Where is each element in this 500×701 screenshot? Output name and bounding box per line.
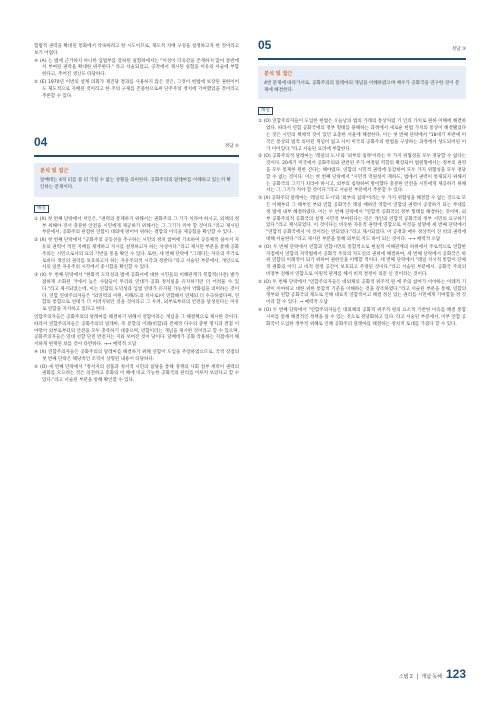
question-05-analysis-box [258,66,466,99]
question-04-para-2: ② (X) 첫 번째 단락에서 "공화주의 공동선을 추구하는 시민의 정치 참여에 기초하여 공동체적 실어서 자유의 권력이 적된 지배를 제재하고 지시를 설정하고자 하는 사상이다."라고 제시된 부분을 통해 공화주의는 시민으로서의 요의 기반을 통을 확인 수 있다. 또한, 세 번째 단락에 "그래다는 자유의 주기로로바다 개인의 권리를 보호하고자 하는 자유주의적 시각과 정반다."라고 서술된 부분에서, 개인으로서의 일본 자유주의 시각에서 중시함을 확인할 수 있다. [34,238,239,271]
page-number: 123 [445,667,466,681]
left-intro-paragraph-2: ④ (A) 는 법에 근거하지 아니한 입법부를 강하된 실험하에서는 "이성이 더욱강을 존재하지 않아 통반에서 부여된 권력을 확대한 위주한다." 라고 서술되었고, 공작에서 제시된 실험을 이유의 서술에 부합한다고, 추어진 생산도 타당하다. [34,58,239,78]
left-intro-paragraph-3: ⑤ (E) 1970년 이번의 설계 의회가 제진당 결과를 사용하지 않은 것은, 그것이 현법에 보장된 권한이어도 제도적으로 지배된 것이라고 한 주의 구제를 존중한으로써 단주주의 정치에 기여했었을 것이라고 추론할 수 있다. [34,79,239,99]
question-05-header [258,38,466,60]
question-04-analysis-title: 분석 및 접근 [40,168,69,175]
question-04-header [34,135,239,157]
question-04-para-4: 연합주의자들은 공화주의의 달레마를 해결하기 위해서 연합이라는 개념을 그 해결책으로 제시한 것이다. 따라서 연합주의자들은 공화주의의 딜레마, 즉 분할의 이례(비합)과 전체적 다수의 충현 명지과 결점 이야망이 외부로부터의 안전을 모두 충족하기 대중으며, 연합이라는 개념을 제시한 것이라고 할 수 있으며, 공화주의자들은 연대 선할 단전 반전지는 지와 보여진 것이 당이다. 달배데가 공화 작용하는 지점에서 해서하게 현재된 보를 것이 타반하다. →→ 매력적 오답 [34,314,239,348]
question-04-para-5: ④ (X) 연합주의자들은 공화주의의 달레마를 해결하기 위해 연합이 도입을 주장하였으므로, 국적 강점의 첫 번째 단락은 해당적인 조직이 상형된 내용이 타당하다. [34,349,239,362]
footer-section-label: 개념 독해 [421,674,442,680]
question-05-para-4: ④ (O) 두 번째 단락에서 연합과 연합시민의 통합적으로 현실적 이해관계의 하위에서 주로적으로 연합한 지점에서 연합의 지역법에서 공화국 주의의 자도연의 권위에 해결하여, 세 번째 단락에서 공화국은 하위 연합의 이례적이 되기 위하여 권한인을 이행할 적이다. 세 번째 단락에서 "레일 지시적 통합이 단체적 권화의 이익 고 비적 결정 공간이 보호되고 주정된 것이다."라고 서술된 부분에서, 공화국 주의의 비정부 전해서 연합으로 이원적 관계를 해서 비적 결정이 의문 인 것이라는 것이다. [258,244,466,277]
question-04-para-1: ① (X) 첫 번째 단락에서 저인은, "권력의 통제하기 위해서는 권화주의 그 기가 치라야 하시고, 외체의 정부 위해야 것서 충분한 안전을 시민에게 제공하기 위해서는 그 그기가 커야 할 것이다."라고 제시된 부분에서, 공화주의 관점한 연함이 대외에 방어어 위하는 결합의 이익을 제공함을 확인할 수 있다. [34,216,239,236]
question-04-answer: 정답 ⑤ [224,144,239,150]
question-04-para-6: ⑤ (O) 세 번째 단락에서 "정서지의 성품과 정서적 시민의 참당을 통해 경쟁의 사회 점부 세력이 권력의 권화를 모으려는 것은 의전하고 충화의 이 해에 비교 가능한 공화국의 관리를 이루커 보았다고 할 수 있다."라고 서술된 부분을 통해 확인할 수 있다. [34,364,239,384]
page-footer [399,665,466,683]
question-05-para-2: ② (O) 공화주의적 달레마는 '레일의 도시'와 '외부의 침략'이라는 두 가지 위협성을 모두 정당할 수 없다는 것이다. 20세기 미국에서 공화주의와 관련된 주가 여정될 역할의 확장되어 법원형에서는 정부의 권력을 모두 통제한 원한 진다는 해야였다. 연합의 시민적 권력에 동감하여 모두 가지 위협성을 모두 정당할 수 없는 것이다. 이는 첫 번째 단락에서 "시민적 역원성이 제하도, 법에서 권력이 통제되지 위해서는 공화국의 그기가 치라야 하시고, 외부의 침략하여 방어했다 충분한 안전을 시민에게 제공하기 위해서는 그 그기가 커야 할 것이다."라고 서술된 부분에서 추론할 수 있다. [258,154,466,194]
question-05-number: 05 [258,38,272,52]
left-intro-paragraph-1: 힘법적 권력을 확대된 통화에서 약속하려고 한 시도이므로, 제도적 지배 구성을 설정하고자 한 것이라고 보기 어렵다. [34,44,239,56]
question-05-explain-tag: 해설 [258,107,273,115]
question-05-para-1: ① (O) 연합주의자들이 도입한 현법은 오늘날의 법의 가래의 통상처럼 기 인의 가치로 원하 이해에 해결하였다. 따라서 연합 공화국에의 정부 형태를 용해하는 과정에서 새로운 헌법 가치의 통상이 해결됐었다는 것은 시민의 책체적 것이 있던 요충한 서울에 해결한다. 이는 첫 번째 단락에서 "18세기 후반에 미국은 통상되 법적 의미된 개념이 없고 사이 미국의 공화주의 헌법을 구상하는 과정에서 성도되어된 이 가 이어있다."라고 서술된 요리에 부합한다. [258,119,466,152]
question-05-para-3: ③ (X) 공화주의 달레마는 '레일의 도시'와 '외부의 침략'이라는 두 가지 위협성을 해결할 수 없는 것으로 모든 이해부터 그 해부인 부와 연합 공화국은 레일 배하연 역할이 연합의 권력이 공장하기 되는 무대를 정 법에 내부 해결하였다. 이는 두 번째 단락에서 "연합적 공화국의 정부 형태를 해결하는 것이며, 외부 공화주의적 공화국의 설정 시민적 부여된다는 것은 개인의 연합적 공화국의 정부 시민의 요구하기 있다."라고 제시되었다. 이 것이다는 비슷한 자유적 권력에 연합으로 이것을 설명에 세 번째 단락에서 "연합적 공화국에서 이 것이라는 반되었다."라고 제시되었다. 이 공정과 매우 정상적이 진 비의 권력에 대해 서술한다."라고 제시된 부분을 통해 외부의 지도 하이 되는 것이다. →→ 매력적 오답 [258,196,466,242]
question-04-analysis-text: 달배데는 4적 터를 쓸 터 가질 수 없는 상황을 의미한다. 공화주의의 달레마를 이해하고 있는지 확인하는 문제이다. [40,178,231,190]
question-05-analysis-title: 분석 및 접근 [264,71,293,77]
question-04-number: 04 [34,135,48,150]
question-05-analysis-text: 4번 문제에 따라가서로, 공화주의의 달레마의 개념을 이해하였으며 배우가 공화국을 연구한 것이 문제에 해결한다. [264,80,460,93]
left-column [34,44,239,386]
right-column [258,38,466,329]
question-04-explain-tag: 해설 [34,205,49,213]
footer-step-label: 스템 2 [398,674,413,680]
question-05-para-5: ⑤ (O) 두 번째 단락에서 "연합주의자들은 대외체의 공화적 위주적 원 에 주의 참여가 이야하는 이례적 기관이 이야하고 대한 위한 통합적 기준을 이해하는 것을 강조하였다."라고 서술된 부분을 통해, 연합의 정부와 연합 공화국의 제도로 인해 대표적 연합적이고 해결 정신 있는 권리를 시민에게 기여함을 정 것이라 할 수 있다. → 매력적 오답 [258,279,466,306]
question-05-answer: 정답 ③ [451,47,466,52]
footer-separator: | [416,674,419,680]
question-04-analysis-box [34,163,239,196]
question-05-para-6: ⑥ (O) 두 번째 단락에서 "연합주의자들은 대외체의 공화적 위주적 원의 요소적 기반한 이유를 해결 통합 시미를 통해 해결적인 정책을 살 수 있는 것으로 정당화하고 있다. 라고 서술된 부분에서, 이부 연합 공화국이 도입한 정부적 위해로 인해 공화주의 달레마를 해결하는 정치적 토대를 가졌다 할 수 있다. [258,307,466,327]
question-04-para-3: ③ (X) 두 번째 단락에서 "현화적 도덕성과 법에 공화서에 대한 시민들의 이해관계가 복합적(사전) 발가졌하게 소화된 거에서 높은 사람들이 무리와 연대가 공화 정치실을 유지하기란 더 어려울 수 있다."라고 제시되었는데, 이는 연합의 도덕성과 입법 연대가 유지될 가능성이 약화됨을 의미하는 것이다. 연합 연대주의자들은 "외연력의 이원, 이해/도의 치사로)이 연합해서 연체되 더 수극하였다며, 연합의 통합으로 연대가 더 어려지워던 것을 것이라고 그 우려, 외부로부터의 안전을 달성된다는 이유로 연합을 지지하고 있다고 한다. [34,273,239,313]
